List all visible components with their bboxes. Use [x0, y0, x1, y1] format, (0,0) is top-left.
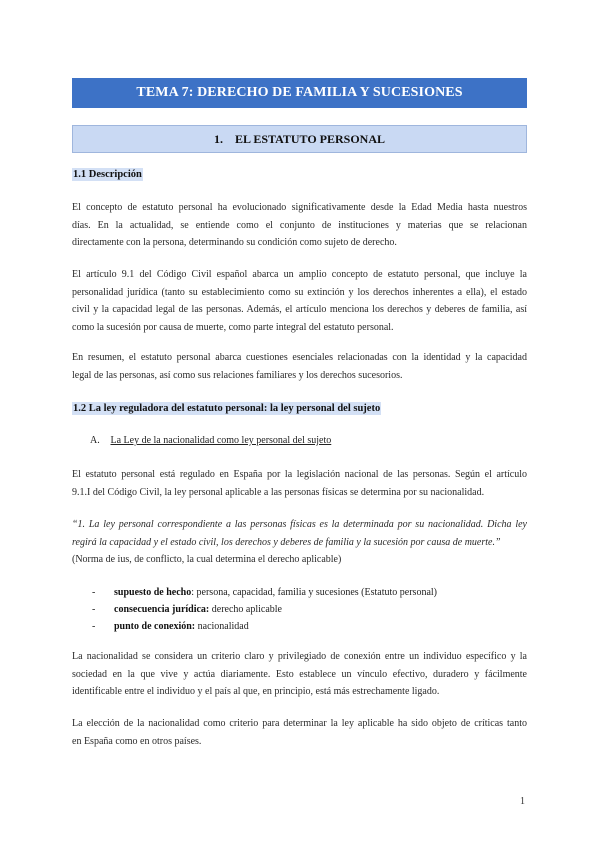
bullet-term: supuesto de hecho	[114, 587, 192, 598]
document-title-text: TEMA 7: DERECHO DE FAMILIA Y SUCESIONES	[136, 85, 463, 100]
subheading-1-1: 1.1 Descripción	[73, 169, 142, 180]
list-item-a	[90, 435, 331, 446]
bullet-dash: -	[92, 587, 96, 598]
list-item-a-text: La Ley de la nacionalidad como ley personal del sujeto	[110, 435, 332, 446]
bullet-desc: : persona, capacidad, familia y sucesiones (Estatuto personal)	[191, 587, 437, 598]
list-item	[92, 584, 437, 601]
paragraph-line: El artículo 9.1 del Código Civil español abarca un amplio concepto de estatuto personal, que incluye la	[72, 269, 527, 280]
paragraph-line: como la sucesión por causa de muerte, como parte integral del estatuto personal.	[72, 321, 394, 333]
bullet-term: consecuencia jurídica:	[114, 604, 210, 615]
paragraph-line: En resumen, el estatuto personal abarca cuestiones esenciales relacionadas con la identidad y la capacidad	[72, 352, 527, 363]
list-item	[92, 601, 437, 618]
paragraph-nationality	[72, 648, 527, 701]
paragraph-description	[72, 199, 527, 252]
paragraph-line: directamente con la persona, determinando su condición como sujeto de derecho.	[72, 237, 397, 248]
paragraph-line: civil y la capacidad legal de las personas. Además, el artículo menciona los derechos y deberes de familia, así	[72, 304, 527, 315]
section-label: EL ESTATUTO PERSONAL	[234, 131, 386, 146]
list-item-a-label: A.	[90, 435, 100, 446]
paragraph-line: días. En la actualidad, se entiende como el conjunto de instituciones y materias que se relacionan	[72, 219, 527, 231]
paragraph-line: La nacionalidad se considera un criterio claro y privilegiado de conexión entre un individuo específico y la	[72, 651, 527, 662]
paragraph-line: La elección de la nacionalidad como criterio para determinar la ley aplicable ha sido objeto de críticas tanto	[72, 718, 527, 729]
bullet-dash: -	[92, 621, 96, 632]
paragraph-line: identificable entre el individuo y el país al que, en principio, está más estrechamente ligado.	[72, 686, 440, 697]
paragraph-line: El concepto de estatuto personal ha evolucionado significativamente desde la Edad Media hasta nuestros	[72, 202, 527, 213]
paragraph-line: personalidad jurídica (tanto su establecimiento como su extinción y los derechos inherentes a ella), el estado	[72, 286, 527, 298]
paragraph-line: en España como en otros países.	[72, 735, 202, 747]
quote-note: (Norma de ius, de conflicto, la cual determina el derecho aplicable)	[72, 554, 342, 565]
paragraph-criticism	[72, 715, 527, 750]
page-number: 1	[520, 796, 525, 807]
paragraph-line: El estatuto personal está regulado en España por la legislación nacional de las personas. Según el artículo	[72, 469, 527, 480]
quote-article	[72, 516, 527, 569]
quote-line: “1. La ley personal correspondiente a las personas físicas es la determinada por su nacionalidad. Dicha ley	[72, 519, 527, 530]
bullet-list	[92, 584, 437, 635]
bullet-desc: derecho aplicable	[209, 604, 282, 615]
paragraph-article	[72, 266, 527, 336]
paragraph-line: sociedad en la que vive y actúa diariamente. Esto establece un vínculo efectivo, duradero y fácilmente	[72, 668, 527, 680]
subheading-1-2: 1.2 La ley reguladora del estatuto personal: la ley personal del sujeto	[73, 403, 381, 414]
quote-line: regirá la capacidad y el estado civil, los derechos y deberes de familia y la sucesión por causa de muerte.”	[72, 536, 501, 548]
bullet-desc: nacionalidad	[195, 621, 249, 632]
section-heading	[72, 125, 527, 153]
bullet-term: punto de conexión:	[114, 621, 196, 632]
document-title	[72, 78, 527, 108]
bullet-dash: -	[92, 604, 96, 615]
paragraph-line: 9.1.I del Código Civil, la ley personal aplicable a las personas físicas se determina por su nacionalidad.	[72, 486, 485, 498]
paragraph-summary	[72, 349, 527, 384]
paragraph-regulation	[72, 466, 527, 501]
paragraph-line: legal de las personas, así como sus relaciones familiares y los derechos sucesorios.	[72, 369, 403, 381]
section-number: 1.	[213, 131, 223, 146]
list-item	[92, 618, 437, 635]
